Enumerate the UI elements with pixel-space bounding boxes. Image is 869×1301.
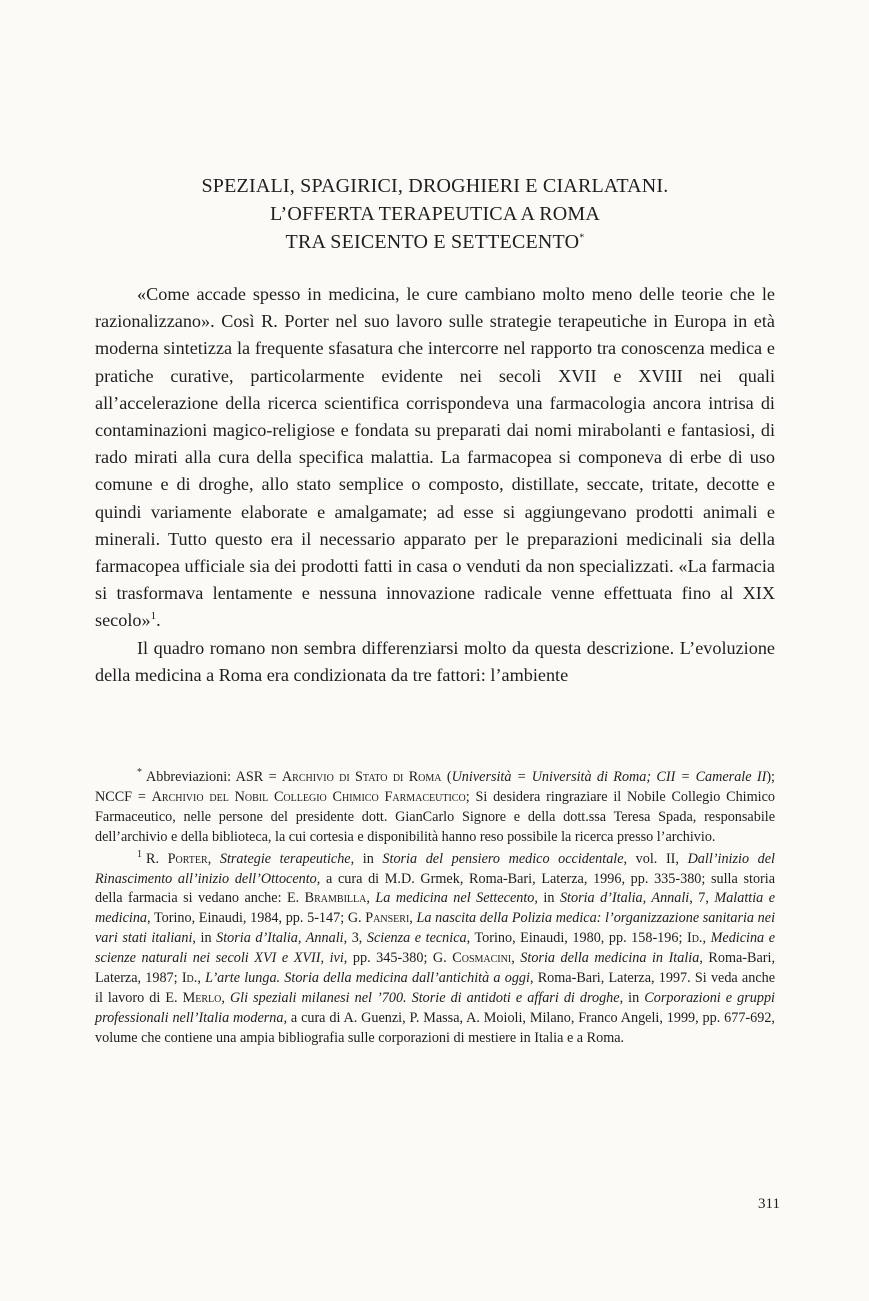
footnote-ref-1[interactable]: 1 [150,610,157,623]
title-line-1: SPEZIALI, SPAGIRICI, DROGHIERI E CIARLATANI. [201,175,669,197]
fn0-text-g: ; Si desidera ringraziare il Nobile Collegio Chimico Farmaceutico, nelle persone del presidente dott. GianCarlo Signore e della dott.ssa Teresa Spada, responsabile dell’archivio e della biblioteca, la cui cortesia e disponibilità hanno reso possibile la ricerca presso l’archivio. [95,788,775,845]
fn1-seg: a cura di A. Guenzi, P. Massa, A. Moioli, Milano, Franco Angeli, 1999, pp. 677-692, volume che contiene una ampia bibliografia sulle corporazioni di mestiere in Italia e a Roma. [95,1009,775,1046]
title-footnote-mark: * [579,232,585,244]
title-line-3 [100,228,770,256]
fn0-text-c: ( [441,769,452,785]
fn1-seg: , [702,930,711,947]
fn1-seg: , Torino, Einaudi, 1984, pp. 5-147; G. [147,910,366,927]
title-line-2: L’OFFERTA TERAPEUTICA A ROMA [269,203,601,225]
footnote-1-mark: 1 [137,848,142,860]
fn1-seg: , in [192,930,217,947]
fn1-title: Scienza e tecnica [366,930,467,947]
fn1-author: Cosmacini [452,950,512,967]
fn0-text-a: Abbreviazioni: ASR = [146,769,282,785]
fn1-seg: , [320,950,330,967]
fn0-archive-nccf: Archivio del Nobil Collegio Chimico Farmaceutico [151,788,466,805]
fn1-title: Storia del pensiero medico occidentale [382,850,624,867]
body-paragraph-1 [95,281,775,635]
fn1-seg: , [197,970,206,987]
fn1-author: Id. [686,930,703,947]
fn0-text-e: ); NCCF = [95,769,775,805]
fn1-seg: , Torino, Einaudi, 1980, pp. 158-196; [466,930,687,947]
fn1-title: Gli speziali milanesi nel ’700. Storie di antidoti e affari di droghe [229,989,620,1006]
chapter-title [100,172,770,256]
fn1-title: La nascita della Polizia medica: l’organizzazione sanitaria nei vari stati italiani [95,910,776,947]
footnote-star-mark: * [137,767,142,779]
fn1-seg: , [409,910,417,927]
body-paragraph-1-end: . [156,610,161,631]
fn1-seg: , in [534,890,560,907]
fn1-author: Panseri [365,910,410,927]
fn1-title: Storia d’Italia, Annali [216,930,344,947]
fn1-seg: , vol. II, [623,850,688,867]
fn0-archive-asr: Archivio di Stato di Roma [281,769,442,785]
fn1-author: Id. [181,970,198,987]
fn1-author: Porter [167,850,208,867]
fn1-title: Dall’inizio del Rinascimento all’inizio dell’Ottocento [95,850,775,887]
fn1-seg: , [221,989,230,1006]
fn1-title: Corporazioni e gruppi professionali nell’Italia moderna, [95,989,775,1026]
fn1-seg: , Roma-Bari, Laterza, 1987; [95,950,775,987]
fn1-title: Storia della medicina in Italia [520,950,700,967]
fn1-title: Medicina e scienze naturali nei secoli XVI e XVII [95,930,776,967]
fn1-title: L’arte lunga. Storia della medicina dall’antichità a oggi [205,970,530,987]
fn1-seg: , pp. 345-380; G. [343,950,453,967]
fn1-title: Malattia e medicina [95,890,776,927]
fn1-seg: , 7, [689,890,715,907]
fn0-abbrev-list: Università = Università di Roma; CII = Camerale II [451,769,767,785]
fn1-seg: R. [146,850,168,867]
footnotes [95,768,775,1051]
fn1-seg: , Roma-Bari, Laterza, 1997. Si veda anche il lavoro di E. [95,970,776,1006]
fn1-seg: , in [619,989,645,1006]
footnote-star [95,768,775,848]
fn1-seg: , [366,890,376,907]
fn1-title: ivi [329,950,344,967]
body-paragraph-1-text: «Come accade spesso in medicina, le cure cambiano molto meno delle teorie che le razionalizzano». Così R. Porter nel suo lavoro sulle strategie terapeutiche in Europa in età moderna sintetizza la frequente sfasatura che intercorre nel rapporto tra conoscenza medica e pratiche curative, particolarmente evidente nei secoli XVII e XVIII nei quali all’accelerazione della ricerca scientifica corrispondeva una farmacologia ancora intrisa di contaminazioni magico-religiose e fondata su preparati dai nomi mirabolanti e fantasiosi, di rado mirati alla cura della specifica malattia. La farmacopea si componeva di erbe di uso comune e di droghe, allo stato semplice o composto, distillate, seccate, tritate, decotte e quindi variamente elaborate e amalgamate; ad esse si aggiungevano prodotti animali e minerali. Tutto questo era il necessario apparato per le preparazioni medicinali sia della farmacopea ufficiale sia dei prodotti fatti in casa o venduti da non specializzati. «La farmacia si trasformava lentamente e nessuna innovazione radicale venne effettuata fino al XIX secolo» [95,284,775,631]
body-text [95,281,775,689]
fn1-seg: , [207,850,220,867]
page-number: 311 [758,1196,780,1212]
footnote-1 [95,850,775,1049]
fn1-title: Strategie terapeutiche [219,850,351,867]
fn1-author: Merlo [182,989,222,1006]
fn1-seg: , in [350,850,383,867]
fn1-title: La medicina nel Settecento [375,890,535,907]
fn1-seg: , 3, [343,930,367,947]
fn1-seg: , [511,950,521,967]
body-paragraph-2: Il quadro romano non sembra differenziarsi molto da questa descrizione. L’evoluzione della medicina a Roma era condizionata da tre fattori: l’ambiente [95,637,775,685]
fn1-author: Brambilla [304,890,367,907]
title-line-3-text: TRA SEICENTO E SETTECENTO [285,231,580,253]
fn1-title: Storia d’Italia, Annali [559,890,690,907]
fn1-seg: , a cura di M.D. Grmek, Roma-Bari, Laterza, 1996, pp. 335-380; sulla storia della farmacia si vedano anche: E. [95,870,775,907]
